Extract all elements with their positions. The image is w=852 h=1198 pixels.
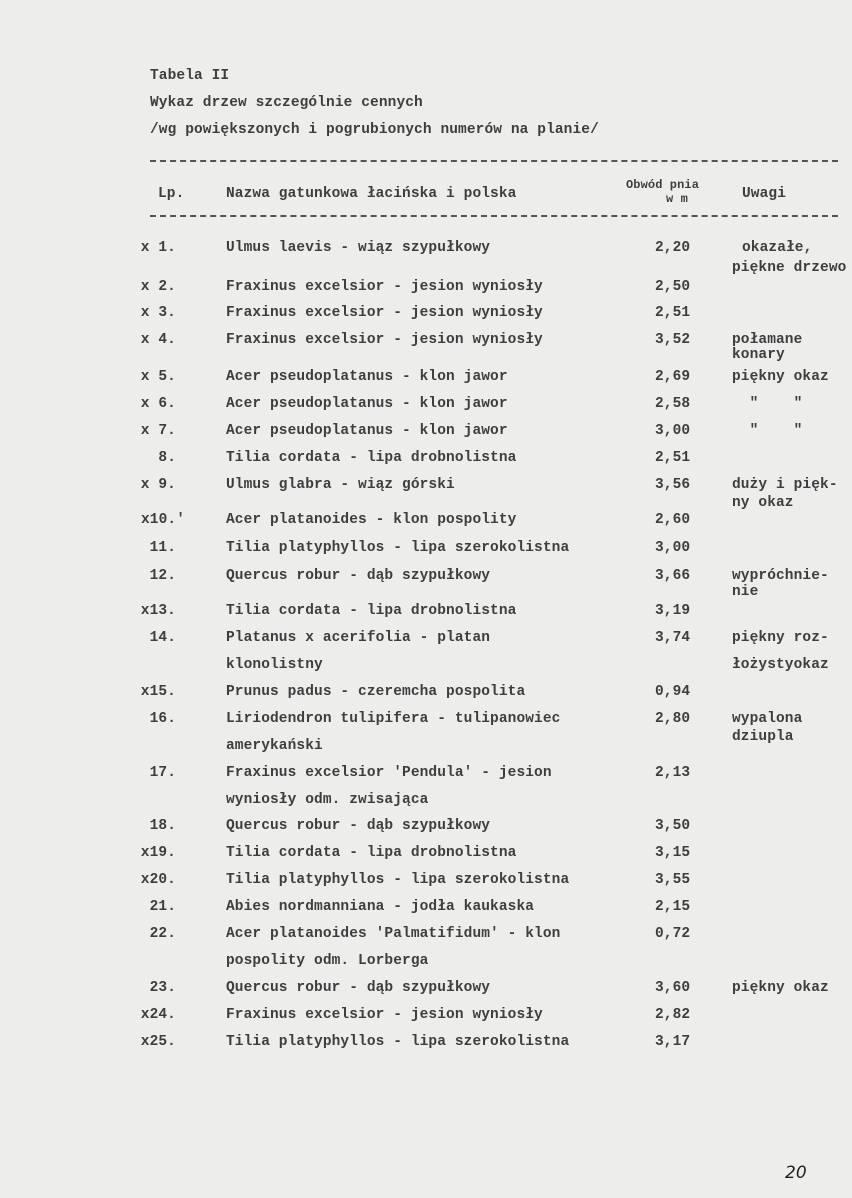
trunk-girth: 3,50: [655, 818, 691, 834]
trunk-girth: 3,19: [655, 603, 691, 619]
row-number: x 1.: [140, 240, 176, 256]
species-name: wyniosły odm. zwisająca: [226, 792, 429, 808]
remarks: wypróchnie-: [732, 568, 829, 584]
species-name: Tilia platyphyllos - lipa szerokolistna: [226, 1034, 570, 1050]
row-number: x 4.: [140, 332, 176, 348]
column-header-girth-line2: w m: [666, 192, 688, 206]
species-name: Ulmus laevis - wiąz szypułkowy: [226, 240, 491, 256]
trunk-girth: 3,56: [655, 477, 691, 493]
species-name: Quercus robur - dąb szypułkowy: [226, 980, 491, 996]
row-number: x25.: [140, 1034, 176, 1050]
row-number: 18.: [149, 818, 176, 834]
row-number: x13.: [140, 603, 176, 619]
species-name: Acer pseudoplatanus - klon jawor: [226, 423, 508, 439]
column-header-name: Nazwa gatunkowa łacińska i polska: [226, 186, 517, 202]
table-label: Tabela II: [150, 68, 230, 84]
trunk-girth: 3,74: [655, 630, 691, 646]
trunk-girth: 2,82: [655, 1007, 691, 1023]
species-name: Fraxinus excelsior 'Pendula' - jesion: [226, 765, 552, 781]
row-number: x19.: [140, 845, 176, 861]
row-number: x24.: [140, 1007, 176, 1023]
row-number: x 5.: [140, 369, 176, 385]
species-name: amerykański: [226, 738, 323, 754]
species-name: Ulmus glabra - wiąz górski: [226, 477, 455, 493]
row-number: 17.: [149, 765, 176, 781]
trunk-girth: 0,94: [655, 684, 691, 700]
trunk-girth: 2,51: [655, 305, 691, 321]
row-number: 11.: [149, 540, 176, 556]
row-number: x 9.: [140, 477, 176, 493]
row-number: x15.: [140, 684, 176, 700]
species-name: Tilia platyphyllos - lipa szerokolistna: [226, 540, 570, 556]
trunk-girth: 3,17: [655, 1034, 691, 1050]
column-header-remarks: Uwagi: [742, 186, 787, 202]
species-name: Tilia cordata - lipa drobnolistna: [226, 845, 517, 861]
species-name: Platanus x acerifolia - platan: [226, 630, 491, 646]
trunk-girth: 2,69: [655, 369, 691, 385]
row-number: 8.: [158, 450, 176, 466]
remarks: piękne drzewo: [732, 260, 847, 276]
species-name: Prunus padus - czeremcha pospolita: [226, 684, 526, 700]
column-header-girth-line1: Obwód pnia: [626, 178, 700, 192]
species-name: Fraxinus excelsior - jesion wyniosły: [226, 305, 543, 321]
trunk-girth: 2,58: [655, 396, 691, 412]
row-number: x 3.: [140, 305, 176, 321]
trunk-girth: 2,60: [655, 512, 691, 528]
remarks: piękny okaz: [732, 980, 829, 996]
document-subtitle: /wg powiększonych i pogrubionych numerów na planie/: [150, 122, 599, 138]
species-name: Tilia cordata - lipa drobnolistna: [226, 603, 517, 619]
species-name: pospolity odm. Lorberga: [226, 953, 429, 969]
trunk-girth: 0,72: [655, 926, 691, 942]
row-number: 12.: [149, 568, 176, 584]
species-name: Fraxinus excelsior - jesion wyniosły: [226, 279, 543, 295]
trunk-girth: 2,15: [655, 899, 691, 915]
trunk-girth: 2,13: [655, 765, 691, 781]
species-name: Tilia cordata - lipa drobnolistna: [226, 450, 517, 466]
species-name: klonolistny: [226, 657, 323, 673]
species-name: Quercus robur - dąb szypułkowy: [226, 568, 491, 584]
trunk-girth: 3,00: [655, 540, 691, 556]
trunk-girth: 2,51: [655, 450, 691, 466]
species-name: Acer pseudoplatanus - klon jawor: [226, 396, 508, 412]
remarks: okazałe,: [742, 240, 813, 256]
remarks: wypalona: [732, 711, 803, 727]
column-header-lp: Lp.: [158, 186, 185, 202]
species-name: Abies nordmanniana - jodła kaukaska: [226, 899, 535, 915]
page-number: 20: [785, 1163, 807, 1183]
header-top-rule: [150, 160, 838, 162]
row-number: 14.: [149, 630, 176, 646]
remarks: " ": [732, 423, 803, 439]
remarks: piękny roz-: [732, 630, 829, 646]
species-name: Tilia platyphyllos - lipa szerokolistna: [226, 872, 570, 888]
trunk-girth: 3,00: [655, 423, 691, 439]
document-title: Wykaz drzew szczególnie cennych: [150, 95, 423, 111]
trunk-girth: 2,50: [655, 279, 691, 295]
species-name: Acer platanoides - klon pospolity: [226, 512, 517, 528]
species-name: Quercus robur - dąb szypułkowy: [226, 818, 491, 834]
remarks: ny okaz: [732, 495, 794, 511]
row-number: x 2.: [140, 279, 176, 295]
species-name: Acer pseudoplatanus - klon jawor: [226, 369, 508, 385]
remarks: połamane: [732, 332, 803, 348]
trunk-girth: 3,66: [655, 568, 691, 584]
species-name: Liriodendron tulipifera - tulipanowiec: [226, 711, 561, 727]
row-number: 23.: [149, 980, 176, 996]
remarks: dziupla: [732, 729, 794, 745]
row-number: 16.: [149, 711, 176, 727]
row-number: x20.: [140, 872, 176, 888]
remarks: konary: [732, 347, 785, 363]
species-name: Fraxinus excelsior - jesion wyniosły: [226, 1007, 543, 1023]
row-number: x 7.: [140, 423, 176, 439]
row-number: x10.': [140, 512, 185, 528]
row-number: 21.: [149, 899, 176, 915]
header-bottom-rule: [150, 215, 838, 217]
remarks: nie: [732, 584, 759, 600]
row-number: x 6.: [140, 396, 176, 412]
remarks: łożystyokaz: [732, 657, 829, 673]
trunk-girth: 3,52: [655, 332, 691, 348]
trunk-girth: 2,20: [655, 240, 691, 256]
remarks: duży i pięk-: [732, 477, 838, 493]
trunk-girth: 3,15: [655, 845, 691, 861]
species-name: Acer platanoides 'Palmatifidum' - klon: [226, 926, 561, 942]
remarks: piękny okaz: [732, 369, 829, 385]
trunk-girth: 2,80: [655, 711, 691, 727]
species-name: Fraxinus excelsior - jesion wyniosły: [226, 332, 543, 348]
remarks: " ": [732, 396, 803, 412]
row-number: 22.: [149, 926, 176, 942]
trunk-girth: 3,55: [655, 872, 691, 888]
trunk-girth: 3,60: [655, 980, 691, 996]
